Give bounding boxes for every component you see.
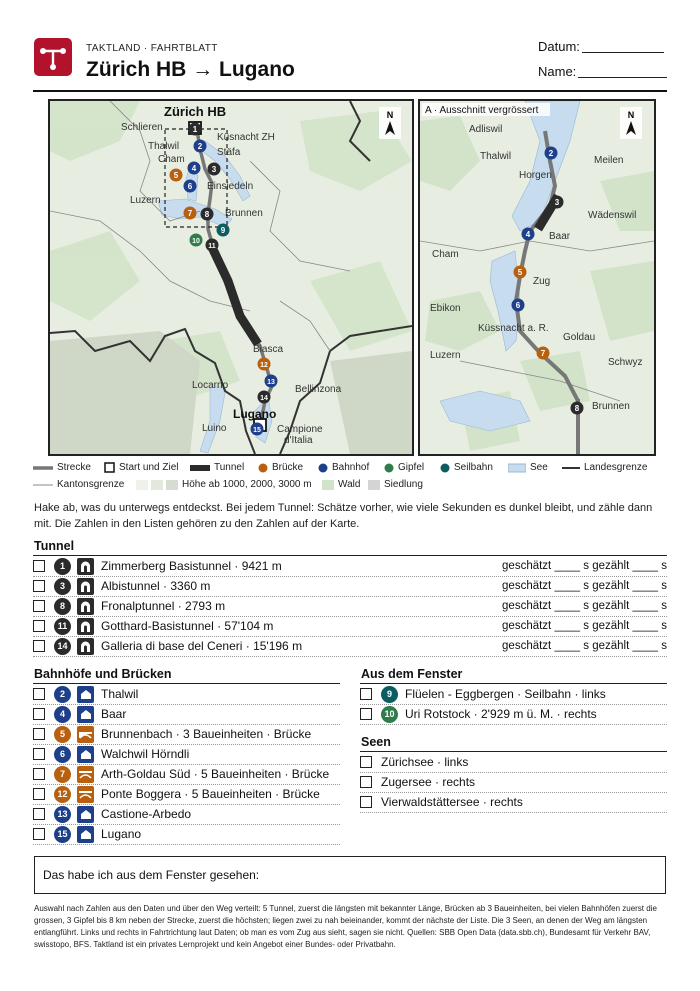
legend-see: See [530, 462, 548, 473]
item-name: Thalwil [101, 687, 139, 701]
list-item [33, 824, 340, 845]
checkbox[interactable] [33, 828, 45, 840]
station-icon [77, 806, 94, 823]
list-item [360, 704, 667, 725]
checkbox[interactable] [33, 640, 45, 652]
legend-landesgrenze: Landesgrenze [584, 462, 648, 473]
tunnel-line-icon [190, 464, 210, 472]
inset-label-brunnen: Brunnen [592, 401, 630, 412]
checkbox[interactable] [33, 788, 45, 800]
date-field[interactable] [582, 40, 664, 53]
inset-label-goldau: Goldau [563, 332, 596, 343]
svg-text:6: 6 [515, 301, 521, 310]
tunnel-row [33, 616, 667, 637]
elevation-swatch-icon [136, 480, 178, 490]
svg-text:13: 13 [267, 379, 275, 386]
map-label-luino: Luino [202, 423, 227, 434]
inset-label-cham: Cham [432, 249, 459, 260]
legend-wald: Wald [338, 479, 361, 490]
legend-kantonsgrenze: Kantonsgrenze [57, 479, 125, 490]
svg-text:7: 7 [540, 349, 546, 358]
map-number-badge: 12 [54, 786, 71, 803]
map-number-badge: 15 [54, 826, 71, 843]
map-number-badge: 4 [54, 706, 71, 723]
forest-swatch-icon [322, 480, 334, 490]
bridge-icon [77, 786, 94, 803]
svg-text:1: 1 [192, 125, 198, 134]
name-field[interactable] [578, 65, 667, 78]
legend-strecke: Strecke [57, 462, 91, 473]
legend-hoehe: Höhe ab 1000, 2000, 3000 m [182, 479, 312, 490]
tunnel-icon [77, 558, 94, 575]
tunnel-heading: Tunnel [34, 539, 75, 553]
map-number-badge: 5 [54, 726, 71, 743]
stations-list [33, 684, 340, 848]
checkbox[interactable] [360, 688, 372, 700]
svg-text:11: 11 [208, 243, 216, 250]
tunnel-estimate[interactable]: geschätzt ____ s gezählt ____ s [502, 640, 667, 652]
station-icon [77, 706, 94, 723]
inset-label-schwyz: Schwyz [608, 357, 643, 368]
svg-text:2: 2 [548, 149, 554, 158]
station-icon [77, 826, 94, 843]
list-item [33, 804, 340, 825]
svg-text:4: 4 [525, 230, 531, 239]
date-label: Datum: [538, 39, 580, 54]
taktland-logo [34, 38, 72, 76]
tunnel-estimate[interactable]: geschätzt ____ s gezählt ____ s [502, 580, 667, 592]
route-line-icon [33, 464, 53, 472]
inset-label-baar: Baar [549, 231, 571, 242]
bridge-icon [77, 726, 94, 743]
canton-line-icon [33, 481, 53, 489]
inset-label-adliswil: Adliswil [469, 124, 503, 135]
map-number-badge: 9 [381, 686, 398, 703]
checkbox[interactable] [33, 768, 45, 780]
window-heading: Aus dem Fenster [361, 667, 463, 681]
map-label-brunnen: Brunnen [225, 208, 263, 219]
checkbox[interactable] [360, 796, 372, 808]
tunnel-icon [77, 578, 94, 595]
station-dot-icon [318, 463, 328, 473]
stations-heading: Bahnhöfe und Brücken [34, 667, 172, 681]
peak-dot-icon [384, 463, 394, 473]
lake-swatch-icon [508, 463, 526, 473]
item-name: Zugersee · rechts [381, 775, 476, 789]
tunnel-row [33, 576, 667, 597]
station-icon [77, 686, 94, 703]
item-name: Uri Rotstock · 2'929 m ü. M. · rechts [405, 707, 597, 721]
bridge-dot-icon [258, 463, 268, 473]
checkbox[interactable] [33, 580, 45, 592]
list-item [360, 772, 667, 793]
legend-gipfel: Gipfel [398, 462, 425, 473]
list-item [360, 792, 667, 813]
list-item [360, 752, 667, 773]
map-number-badge: 14 [54, 638, 71, 655]
instructions: Hake ab, was du unterwegs entdeckst. Bei jedem Tunnel: Schätze vorher, wie viele Sekunden es dunkel bleibt, und zähle dann mit. Die Zahlen in den Listen gehören zu den Zahlen auf der Karte. [34, 502, 653, 530]
legend-start-ziel: Start und Ziel [119, 462, 179, 473]
list-item [33, 744, 340, 765]
inset-label-zug: Zug [533, 276, 551, 287]
inset-label-waedenswil: Wädenswil [588, 210, 637, 221]
checkbox[interactable] [360, 708, 372, 720]
checkbox[interactable] [33, 600, 45, 612]
inset-map [418, 99, 656, 456]
tunnel-list [33, 556, 667, 660]
legend-tunnel: Tunnel [214, 462, 245, 473]
tunnel-icon [77, 618, 94, 635]
inset-north-label: N [627, 110, 635, 120]
tunnel-row [33, 636, 667, 657]
svg-text:4: 4 [191, 164, 197, 173]
checkbox[interactable] [33, 708, 45, 720]
route-arrow: → [192, 58, 214, 81]
route-map [48, 99, 414, 456]
map-label-staefa: Stäfa [217, 147, 241, 158]
item-name: Walchwil Hörndli [101, 747, 190, 761]
legend-bruecke: Brücke [272, 462, 304, 473]
map-number-badge: 6 [54, 746, 71, 763]
route-to: Lugano [219, 58, 295, 81]
svg-text:3: 3 [554, 198, 560, 207]
item-name: Zürichsee · links [381, 755, 469, 769]
tunnel-name: Galleria di base del Ceneri · 15'196 m [101, 639, 303, 653]
bridge-icon [77, 766, 94, 783]
inset-label-luzern: Luzern [430, 350, 461, 361]
item-name: Lugano [101, 827, 142, 841]
checkbox[interactable] [33, 748, 45, 760]
inset-label-thalwil: Thalwil [480, 151, 512, 162]
map-number-badge: 10 [381, 706, 398, 723]
svg-text:9: 9 [220, 226, 226, 235]
tunnel-name: Zimmerberg Basistunnel · 9421 m [101, 559, 282, 573]
svg-text:15: 15 [253, 427, 261, 434]
svg-text:5: 5 [517, 268, 523, 277]
footer-note: Auswahl nach Zahlen aus den Daten und über den Weg verteilt: 5 Tunnel, zuerst die längsten mit bekannter Länge, Brücken ab 3 Baueinheiten, bei vielen Bahnhöfen zuerst die grossen, 3 Gipfel bis 8 km neben der Strecke, zuerst die höchsten; liegen zwei zu nah beieinander, kommt der nächste der Liste. Die 3 Seen, an denen der Weg am längsten entlangführt. Links und rechts in Fahrtrichtung laut Daten; ob man es vom Zug aus sieht, sagen sie nicht. Quellen: SBB Open Data (data.sbb.ch), Bundesamt für Verkehr BAV, swisstopo, BFS. Taktland ist ein privates Lernprojekt und kein Angebot einer Bundes- oder Privatbahn. [34, 904, 657, 949]
legend-siedlung: Siedlung [384, 479, 423, 490]
start-end-icon [104, 462, 115, 473]
tunnel-name: Gotthard-Basistunnel · 57'104 m [101, 619, 274, 633]
inset-title: A · Ausschnitt vergrössert [425, 105, 539, 116]
map-label-bellinzona: Bellinzona [295, 384, 342, 395]
map-label-kuesnacht: Küsnacht ZH [217, 132, 275, 143]
map-number-badge: 7 [54, 766, 71, 783]
station-icon [77, 746, 94, 763]
svg-text:12: 12 [260, 362, 268, 369]
checkbox[interactable] [33, 808, 45, 820]
lakes-heading: Seen [361, 735, 391, 749]
svg-text:8: 8 [574, 404, 580, 413]
settlement-swatch-icon [368, 480, 380, 490]
notes-label: Das habe ich aus dem Fenster gesehen: [43, 868, 260, 882]
logo-symbol-icon [34, 38, 72, 76]
tunnel-icon [77, 598, 94, 615]
list-item [33, 764, 340, 785]
window-list [360, 684, 667, 726]
tunnel-row [33, 556, 667, 577]
checkbox[interactable] [360, 776, 372, 788]
tunnel-estimate[interactable]: geschätzt ____ s gezählt ____ s [502, 600, 667, 612]
map-number-badge: 1 [54, 558, 71, 575]
map-label-biasca: Biasca [253, 344, 284, 355]
cable-dot-icon [440, 463, 450, 473]
tunnel-name: Albistunnel · 3360 m [101, 579, 211, 593]
tunnel-estimate[interactable]: geschätzt ____ s gezählt ____ s [502, 560, 667, 572]
map-number-badge: 2 [54, 686, 71, 703]
checkbox[interactable] [360, 756, 372, 768]
svg-text:3: 3 [211, 165, 217, 174]
item-name: Vierwaldstättersee · rechts [381, 795, 523, 809]
map-label-zuerich: Zürich HB [164, 104, 227, 119]
inset-label-horgen: Horgen [519, 170, 552, 181]
list-item [33, 684, 340, 705]
map-number-badge: 8 [54, 598, 71, 615]
checkbox[interactable] [33, 620, 45, 632]
inset-label-ebikon: Ebikon [430, 303, 461, 314]
map-number-badge: 3 [54, 578, 71, 595]
checkbox[interactable] [33, 688, 45, 700]
item-name: Flüelen - Eggbergen · Seilbahn · links [405, 687, 606, 701]
map-label-lugano: Lugano [233, 407, 277, 421]
header-rule [33, 90, 667, 92]
svg-text:8: 8 [204, 210, 210, 219]
north-label: N [386, 110, 394, 120]
name-label: Name: [538, 64, 577, 79]
item-name: Arth-Goldau Süd · 5 Baueinheiten · Brücke [101, 767, 330, 781]
svg-text:7: 7 [187, 209, 193, 218]
map-label-locarno: Locarno [192, 380, 229, 391]
inset-label-kuessnacht: Küssnacht a. R. [478, 323, 549, 334]
legend-seilbahn: Seilbahn [454, 462, 493, 473]
tunnel-row [33, 596, 667, 617]
svg-text:5: 5 [173, 171, 179, 180]
svg-text:10: 10 [192, 238, 200, 245]
inset-label-meilen: Meilen [594, 155, 624, 166]
item-name: Brunnenbach · 3 Baueinheiten · Brücke [101, 727, 312, 741]
item-name: Castione-Arbedo [101, 807, 192, 821]
svg-text:14: 14 [260, 395, 268, 402]
map-label-einsiedeln: Einsiedeln [207, 181, 254, 192]
map-number-badge: 13 [54, 806, 71, 823]
tunnel-name: Fronalptunnel · 2793 m [101, 599, 226, 613]
checkbox[interactable] [33, 560, 45, 572]
map-label-campione: Campione [277, 424, 323, 435]
checkbox[interactable] [33, 728, 45, 740]
page-title [86, 58, 295, 82]
route-from: Zürich HB [86, 58, 187, 81]
item-name: Ponte Boggera · 5 Baueinheiten · Brücke [101, 787, 320, 801]
item-name: Baar [101, 707, 127, 721]
map-label-thalwil: Thalwil [148, 141, 180, 152]
list-item [33, 724, 340, 745]
map-label-cham: Cham [158, 154, 185, 165]
legend-bahnhof: Bahnhof [332, 462, 370, 473]
map-number-badge: 11 [54, 618, 71, 635]
border-line-icon [562, 464, 580, 472]
notes-box[interactable] [34, 856, 666, 894]
svg-text:6: 6 [187, 182, 193, 191]
kicker: TAKTLAND · FAHRTBLATT [86, 43, 218, 54]
map-label-luzern: Luzern [130, 195, 161, 206]
map-label-schlieren: Schlieren [121, 122, 163, 133]
tunnel-estimate[interactable]: geschätzt ____ s gezählt ____ s [502, 620, 667, 632]
list-item [33, 704, 340, 725]
lakes-list [360, 752, 667, 814]
list-item [33, 784, 340, 805]
map-legend [0, 458, 700, 494]
tunnel-icon [77, 638, 94, 655]
list-item [360, 684, 667, 705]
svg-text:2: 2 [197, 142, 203, 151]
map-label-italia: d'Italia [284, 435, 313, 446]
